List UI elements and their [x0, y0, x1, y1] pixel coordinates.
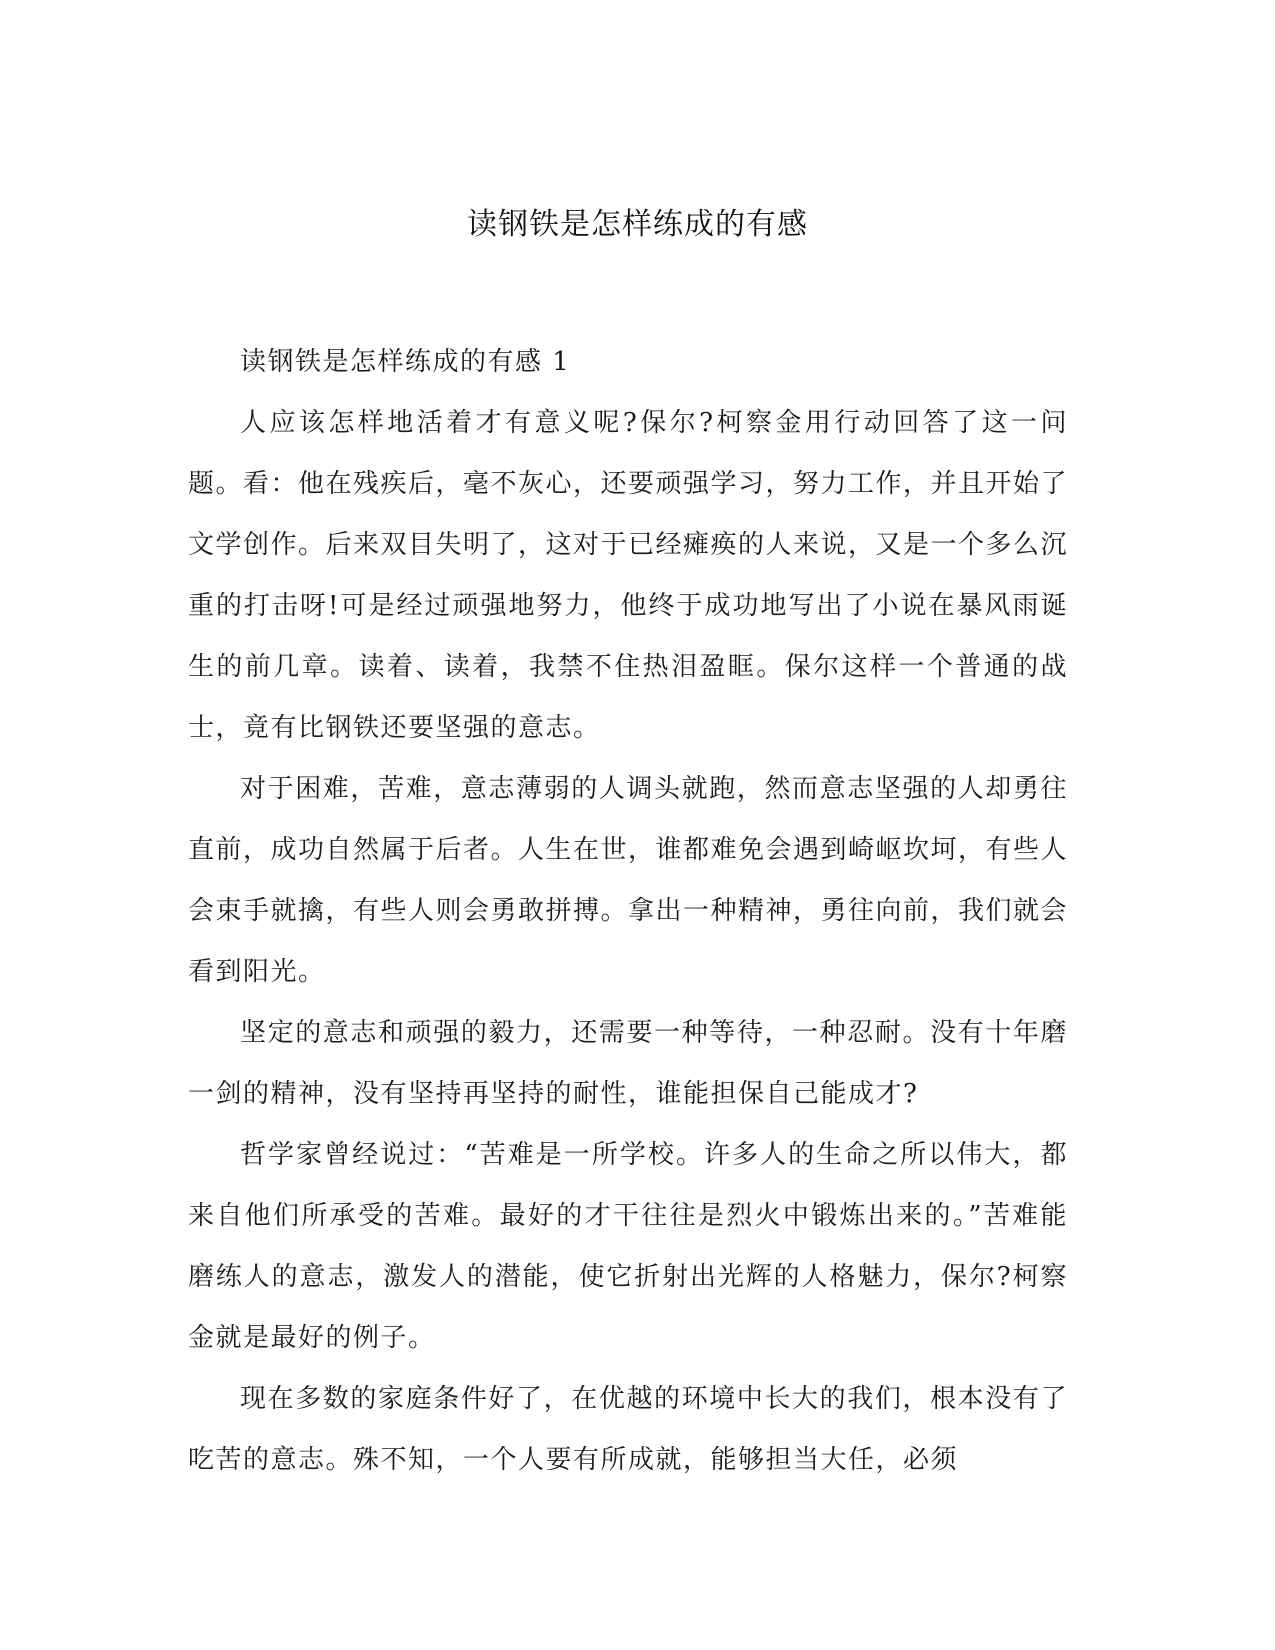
document-title: 读钢铁是怎样练成的有感 [467, 207, 808, 242]
document-body [188, 332, 1068, 1491]
paragraph: 哲学家曾经说过：“苦难是一所学校。许多人的生命之所以伟大，都来自他们所承受的苦难。最好的才干往往是烈火中锻炼出来的。”苦难能磨练人的意志，激发人的潜能，使它折射出光辉的人格魅力，保尔?柯察金就是最好的例子。 [188, 1140, 1068, 1353]
paragraph: 对于困难，苦难，意志薄弱的人调头就跑，然而意志坚强的人却勇往直前，成功自然属于后者。人生在世，谁都难免会遇到崎岖坎坷，有些人会束手就擒，有些人则会勇敢拼搏。拿出一种精神，勇往向前，我们就会看到阳光。 [188, 774, 1069, 987]
paragraph: 坚定的意志和顽强的毅力，还需要一种等待，一种忍耐。没有十年磨一剑的精神，没有坚持再坚持的耐性，谁能担保自己能成才? [188, 1018, 1068, 1109]
section-heading: 读钢铁是怎样练成的有感 1 [240, 347, 571, 377]
paragraph: 人应该怎样地活着才有意义呢?保尔?柯察金用行动回答了这一问题。看：他在残疾后，毫不灰心，还要顽强学习，努力工作，并且开始了文学创作。后来双目失明了，这对于已经瘫痪的人来说，又是一个多么沉重的打击呀!可是经过顽强地努力，他终于成功地写出了小说在暴风雨诞生的前几章。读着、读着，我禁不住热泪盈眶。保尔这样一个普通的战士，竟有比钢铁还要坚强的意志。 [188, 408, 1069, 743]
paragraph: 现在多数的家庭条件好了，在优越的环境中长大的我们，根本没有了吃苦的意志。殊不知，一个人要有所成就，能够担当大任，必须 [188, 1384, 1068, 1475]
